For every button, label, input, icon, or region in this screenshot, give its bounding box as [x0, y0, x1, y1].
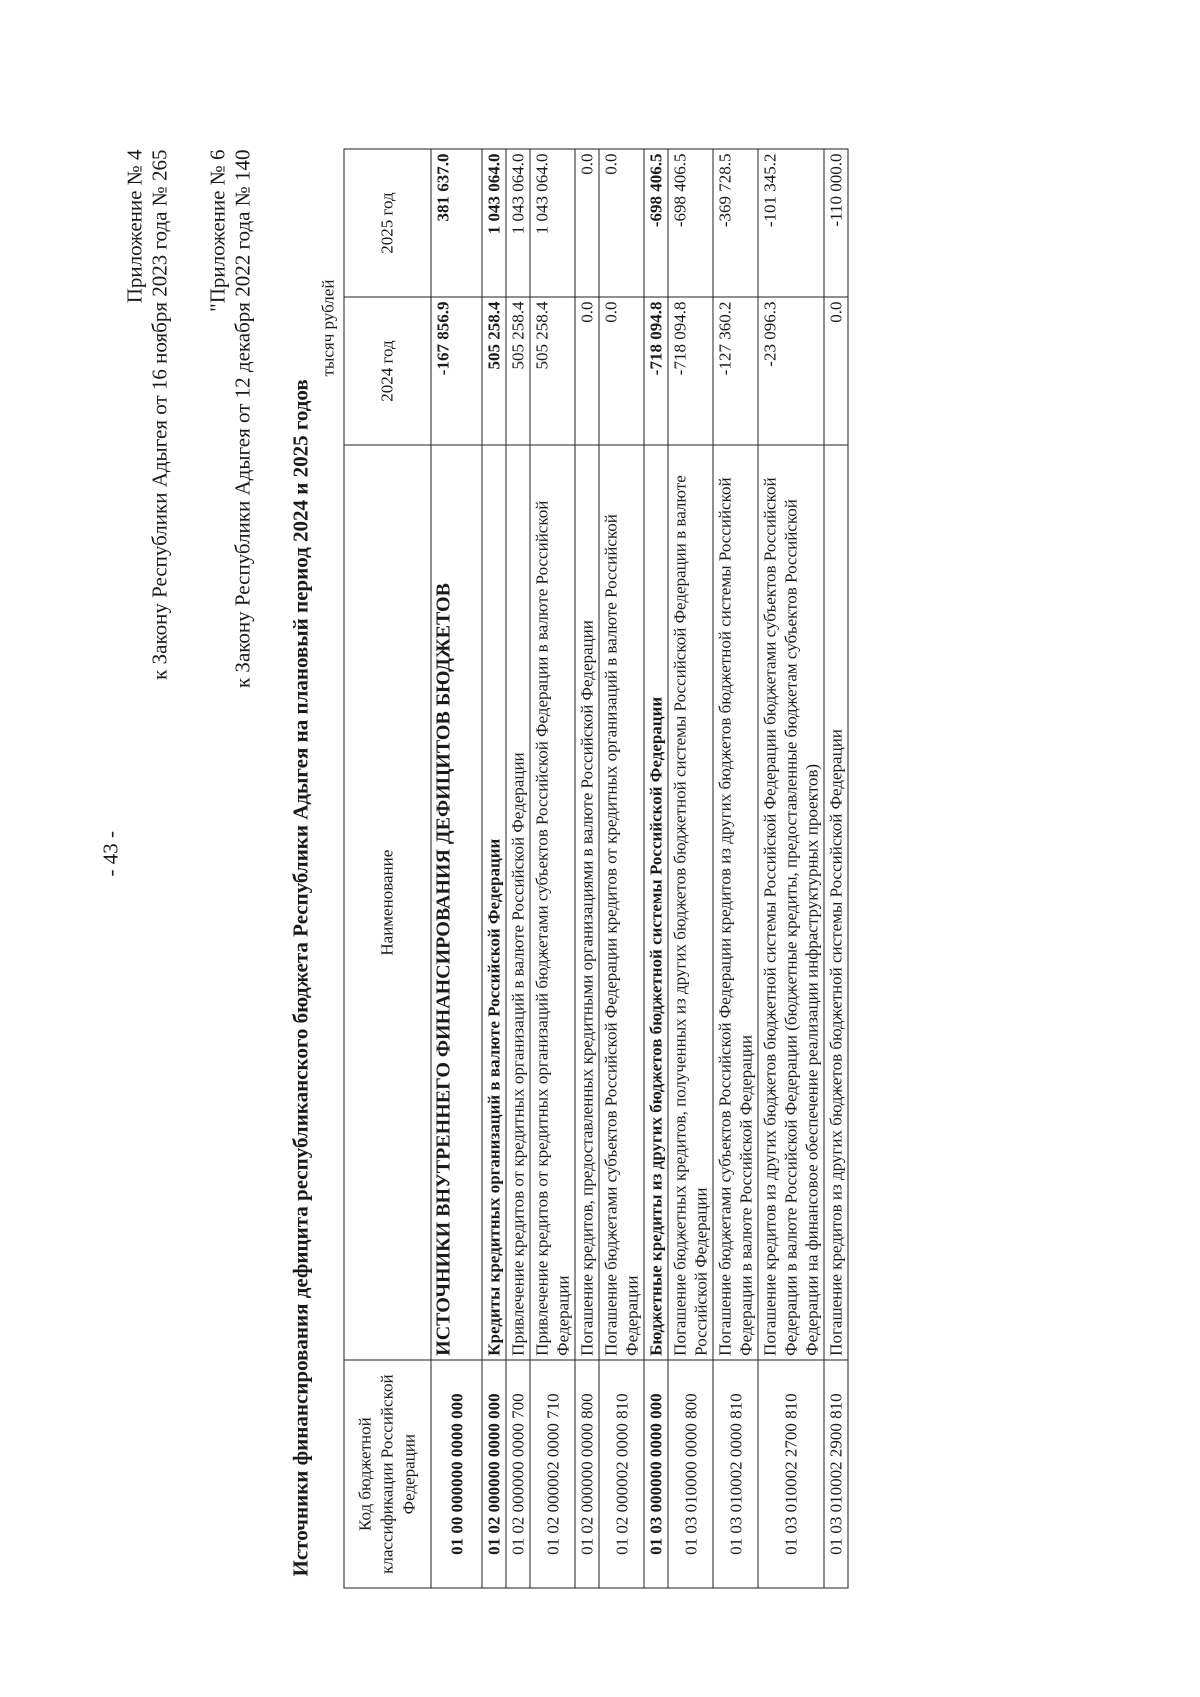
row-code: 01 03 000000 0000 000	[644, 1360, 668, 1588]
row-value-2025: -101 345.2	[758, 149, 824, 297]
row-code: 01 02 000000 0000 700	[506, 1360, 530, 1588]
table-row	[431, 149, 482, 1588]
row-value-2024: 0.0	[599, 297, 644, 445]
row-value-2024: -127 360.2	[713, 297, 758, 445]
row-value-2025: 1 043 064.0	[530, 149, 575, 297]
row-value-2025: -698 406.5	[644, 149, 668, 297]
header-2024: 2024 год	[344, 297, 431, 445]
table-row	[644, 149, 668, 1588]
row-value-2024: 0.0	[824, 297, 848, 445]
header-2025: 2025 год	[344, 149, 431, 297]
row-code: 01 00 000000 0000 000	[431, 1360, 482, 1588]
row-name: ИСТОЧНИКИ ВНУТРЕННЕГО ФИНАНСИРОВАНИЯ ДЕФИЦИТОВ БЮДЖЕТОВ	[431, 445, 482, 1360]
table-row	[506, 149, 530, 1588]
row-value-2024: 0.0	[575, 297, 599, 445]
row-value-2024: 505 258.4	[482, 297, 506, 445]
row-name: Кредиты кредитных организаций в валюте Российской Федерации	[482, 445, 506, 1360]
annex-original-number: "Приложение № 6	[205, 149, 230, 312]
row-value-2025: 381 637.0	[431, 149, 482, 297]
table-row	[599, 149, 644, 1588]
row-name: Погашение бюджетных кредитов, полученных из других бюджетов бюджетной системы Российской Федерации в валюте Российской Федерации	[668, 445, 713, 1360]
row-code: 01 03 010002 0000 810	[713, 1360, 758, 1588]
annex-original	[206, 150, 256, 689]
row-value-2025: 1 043 064.0	[506, 149, 530, 297]
row-value-2024: -718 094.8	[668, 297, 713, 445]
row-value-2025: -369 728.5	[713, 149, 758, 297]
row-name: Привлечение кредитов от кредитных организаций в валюте Российской Федерации	[506, 445, 530, 1360]
row-code: 01 02 000002 0000 710	[530, 1360, 575, 1588]
row-name: Бюджетные кредиты из других бюджетов бюджетной системы Российской Федерации	[644, 445, 668, 1360]
row-code: 01 02 000000 0000 000	[482, 1360, 506, 1588]
row-name: Погашение кредитов из других бюджетов бюджетной системы Российской Федерации	[824, 445, 848, 1360]
annex-current	[123, 150, 173, 680]
header-name: Наименование	[344, 445, 431, 1360]
table-row	[482, 149, 506, 1588]
row-value-2025: 0.0	[575, 149, 599, 297]
table-row	[758, 149, 824, 1588]
row-value-2024: -23 096.3	[758, 297, 824, 445]
row-value-2024: -718 094.8	[644, 297, 668, 445]
row-name: Погашение бюджетами субъектов Российской Федерации кредитов из других бюджетов бюджетной системы Российской Федерации в валюте Российской Федерации	[713, 445, 758, 1360]
page-number: - 43 -	[98, 831, 123, 877]
table-row	[575, 149, 599, 1588]
row-value-2025: 0.0	[599, 149, 644, 297]
annex-current-law: к Закону Республики Адыгея от 16 ноября 2023 года № 265	[147, 149, 172, 680]
row-code: 01 03 010002 2700 810	[758, 1360, 824, 1588]
row-name: Погашение кредитов, предоставленных кредитными организациями в валюте Российской Федерации	[575, 445, 599, 1360]
row-value-2025: -698 406.5	[668, 149, 713, 297]
row-name: Погашение бюджетами субъектов Российской Федерации кредитов от кредитных организаций в валюте Российской Федерации	[599, 445, 644, 1360]
row-name: Привлечение кредитов от кредитных организаций бюджетами субъектов Российской Федерации в валюте Российской Федерации	[530, 445, 575, 1360]
table-row	[668, 149, 713, 1588]
document-title: Источники финансирования дефицита республиканского бюджета Республики Адыгея на плановый период 2024 и 2025 годов	[288, 379, 313, 1577]
table-header-row	[344, 149, 431, 1588]
document-page	[1, 0, 1200, 1697]
row-value-2024: 505 258.4	[506, 297, 530, 445]
table-row	[824, 149, 848, 1588]
header-code: Код бюджетной классификации Российской Федерации	[344, 1360, 431, 1588]
table-body	[431, 149, 848, 1588]
row-code: 01 02 000002 0000 810	[599, 1360, 644, 1588]
financing-sources-table	[344, 149, 849, 1589]
annex-current-number: Приложение № 4	[122, 149, 147, 304]
table-row	[530, 149, 575, 1588]
row-value-2025: -110 000.0	[824, 149, 848, 297]
row-value-2024: 505 258.4	[530, 297, 575, 445]
row-value-2025: 1 043 064.0	[482, 149, 506, 297]
row-code: 01 03 010002 2900 810	[824, 1360, 848, 1588]
row-name: Погашение кредитов из других бюджетов бюджетной системы Российской Федерации бюджетами субъектов Российской Федерации в валюте Российской Федерации (бюджетные кредиты, предоставленные бюджетам субъектов Российской Федерации на финансовое обеспечение реализации инфраструктурных проектов)	[758, 445, 824, 1360]
row-value-2024: -167 856.9	[431, 297, 482, 445]
units-label: тысяч рублей	[318, 279, 338, 377]
row-code: 01 02 000000 0000 800	[575, 1360, 599, 1588]
row-code: 01 03 010000 0000 800	[668, 1360, 713, 1588]
annex-original-law: к Закону Республики Адыгея от 12 декабря 2022 года № 140	[230, 149, 255, 689]
table-row	[713, 149, 758, 1588]
